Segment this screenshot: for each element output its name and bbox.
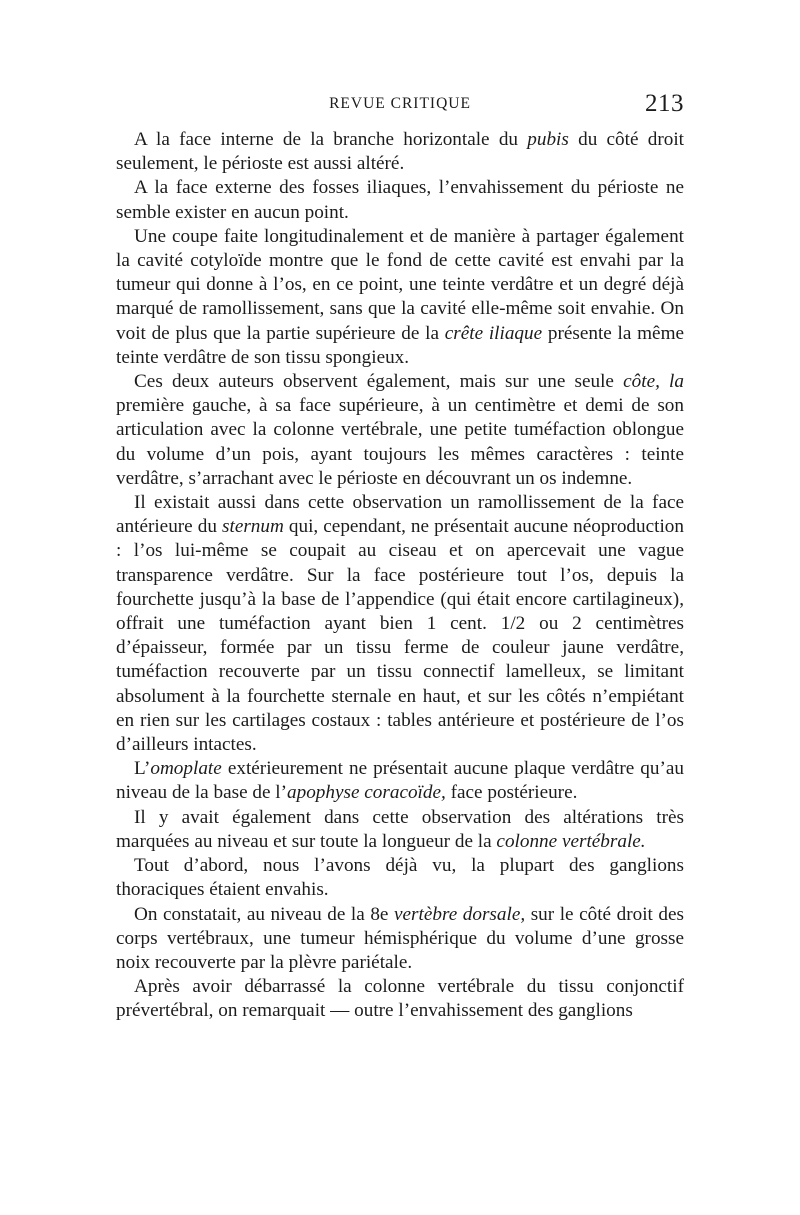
text-segment: Tout d’abord, nous l’avons déjà vu, la plupart des ganglions thoraciques étaient envahis. xyxy=(116,855,684,901)
paragraph-2 xyxy=(116,176,684,224)
text-segment: présente la même teinte verdâtre de son tissu spongieux. xyxy=(116,322,685,368)
italic-term: colonne vertébrale. xyxy=(496,830,646,852)
page-header xyxy=(116,90,684,123)
italic-term: omoplate xyxy=(150,758,222,780)
text-segment: Il existait aussi dans cette observation un ramollissement de la face antérieure du xyxy=(116,492,684,538)
paragraph-6 xyxy=(116,757,684,805)
text-segment: sur le côté droit des corps vertébraux, une tumeur hémisphérique du volume d’une grosse noix recouverte par la plèvre pariétale. xyxy=(116,903,684,973)
paragraph-4 xyxy=(116,370,684,491)
paragraph-1 xyxy=(116,128,684,176)
italic-term: pubis xyxy=(527,129,569,150)
text-segment: L’ xyxy=(134,758,151,780)
italic-term: côte, la xyxy=(623,371,684,393)
text-segment: Ces deux auteurs observent également, mais sur une seule xyxy=(134,371,624,393)
paragraph-10 xyxy=(116,975,684,1023)
text-segment: Il y avait également dans cette observation des altérations très marquées au niveau et sur toute la longueur de la xyxy=(116,806,684,852)
body-text xyxy=(116,128,684,1024)
text-segment: A la face interne de la branche horizontale du xyxy=(134,129,528,150)
text-segment: face postérieure. xyxy=(445,782,578,804)
text-segment: A la face externe des fosses iliaques, l’envahissement du périoste ne semble exister en aucun point. xyxy=(116,177,684,223)
paragraph-7 xyxy=(116,806,684,854)
page-number: 213 xyxy=(645,90,684,117)
text-segment: extérieurement ne présentait aucune plaque verdâtre qu’au niveau de la base de l’ xyxy=(116,758,684,804)
paragraph-9 xyxy=(116,903,684,976)
text-segment: qui, cependant, ne présentait aucune néoproduction : l’os lui-même se coupait au ciseau et on apercevait une vague transparence verdâtre. Sur la face postérieure tout l’os, depuis la fourchette jusqu’à la base de l’appendice (qui était encore cartilagineux), offrait une tuméfaction ayant bien 1 cent. 1/2 ou 2 centimètres d’épaisseur, formée par un tissu ferme de couleur jaune verdâtre, tuméfaction recouverte par un tissu connectif lamelleux, se limitant absolument à la fourchette sternale en haut, et sur les côtés n’empiétant en rien sur les cartilages costaux : tables antérieure et postérieure de l’os d’ailleurs intactes. xyxy=(116,516,684,756)
paragraph-5 xyxy=(116,491,684,757)
text-segment: Une coupe faite longitudinalement et de manière à partager également la cavité cotyloïde montre que le fond de cette cavité est envahi par la tumeur qui donne à l’os, en ce point, une teinte verdâtre et un degré déjà marqué de ramollissement, sans que la cavité elle-même soit envahie. On voit de plus que la partie supérieure de la xyxy=(116,225,684,344)
text-segment: du côté droit seulement, le périoste est aussi altéré. xyxy=(116,129,684,175)
paragraph-3 xyxy=(116,225,684,370)
text-segment: On constatait, au niveau de la 8e xyxy=(134,903,394,925)
italic-term: vertèbre dorsale, xyxy=(394,903,526,925)
italic-term: sternum xyxy=(222,516,284,538)
text-segment: Après avoir débarrassé la colonne vertébrale du tissu conjonctif prévertébral, on remarquait — outre l’envahissement des ganglions xyxy=(116,976,684,1022)
italic-term: apophyse coracoïde, xyxy=(287,782,446,804)
paragraph-8 xyxy=(116,854,684,902)
running-title: REVUE CRITIQUE xyxy=(329,95,471,112)
text-segment: première gauche, à sa face supérieure, à un centimètre et demi de son articulation avec la colonne vertébrale, une petite tuméfaction oblongue du volume d’un pois, ayant toujours les mêmes caractères : teinte verdâtre, s’arrachant avec le périoste en découvrant un os indemne. xyxy=(116,395,684,489)
italic-term: crête iliaque xyxy=(444,322,543,344)
